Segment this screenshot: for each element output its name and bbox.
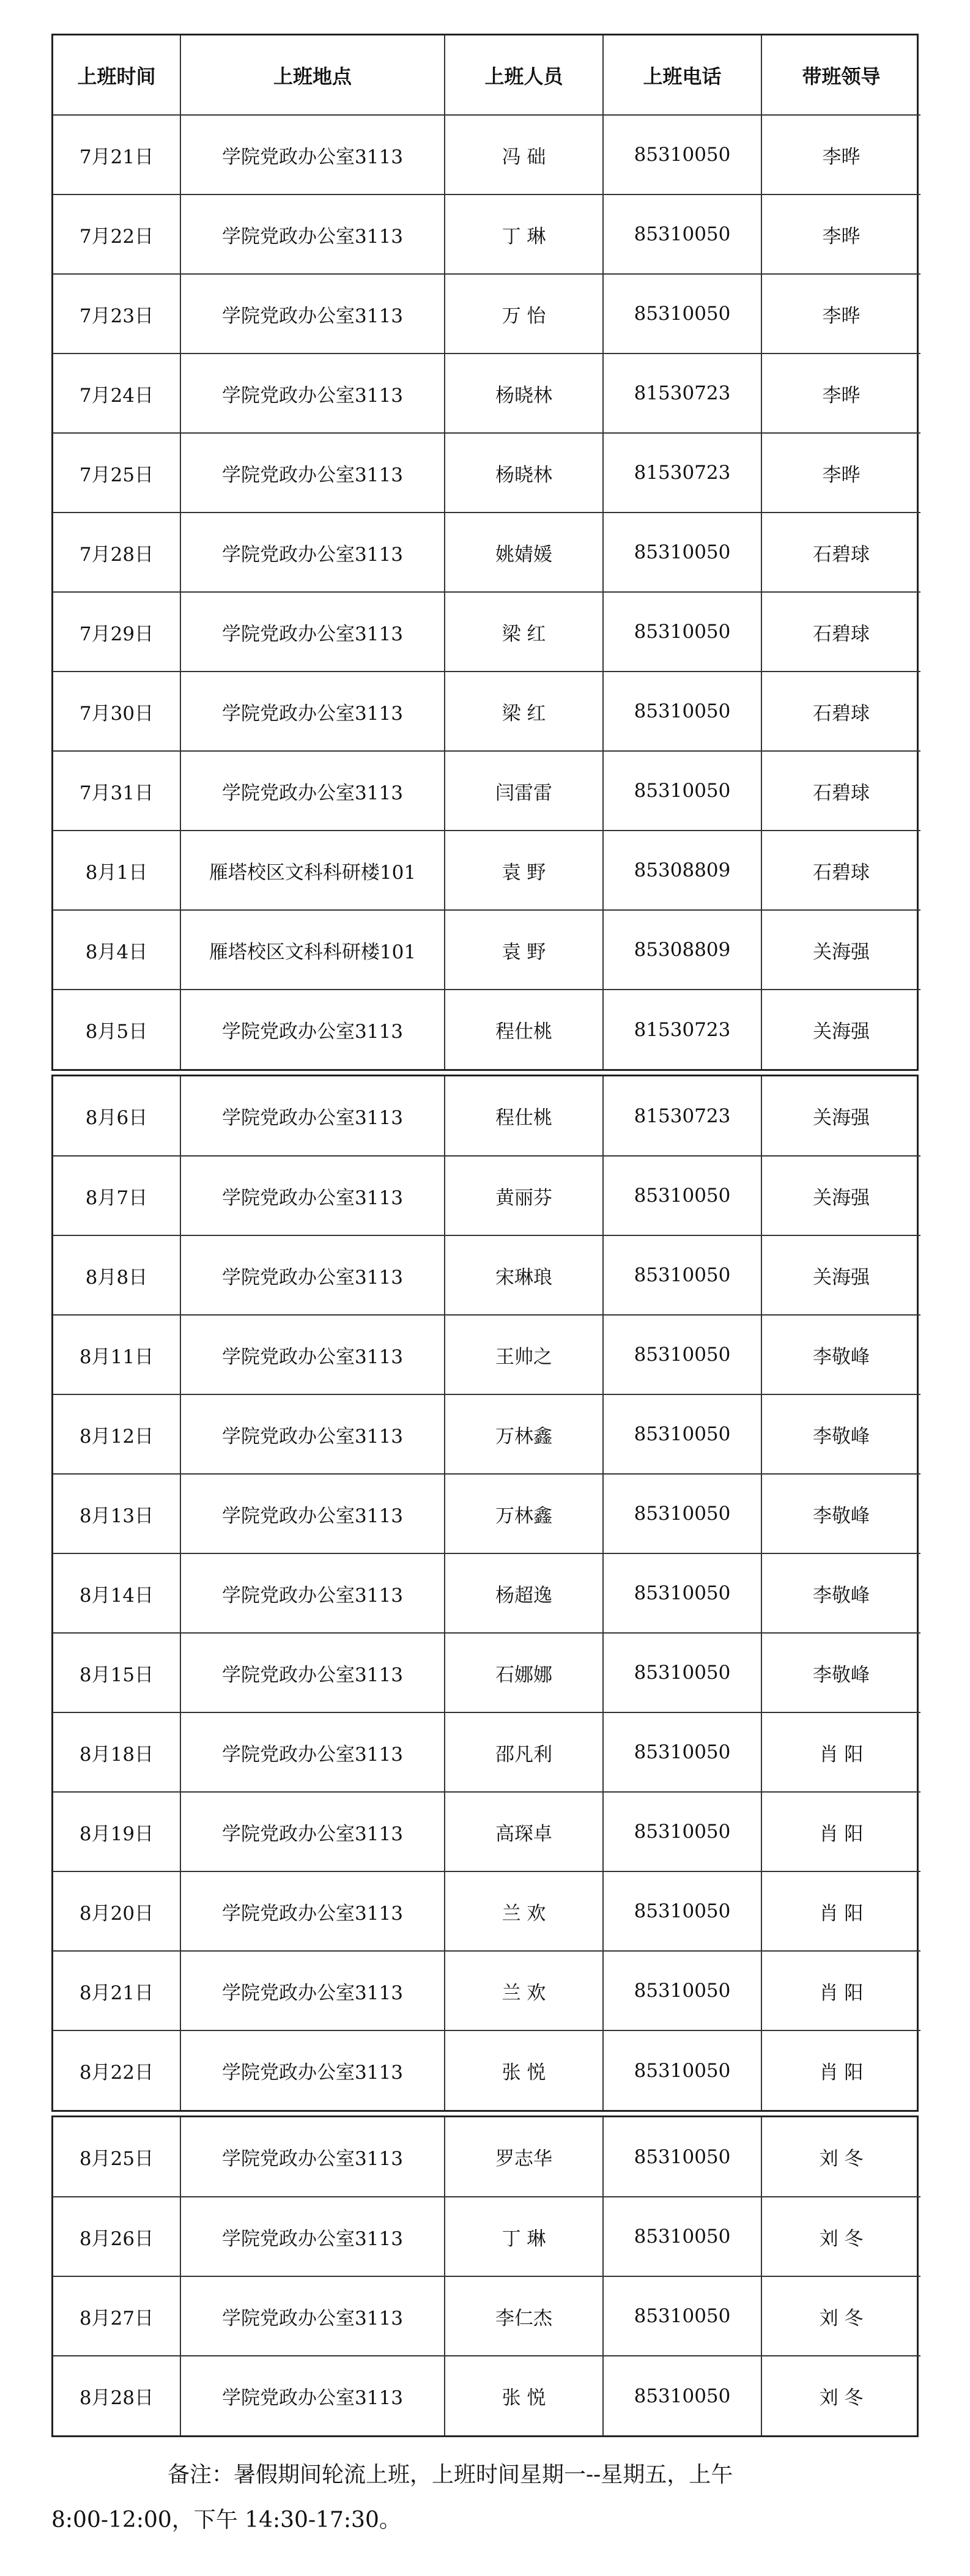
cell-date: 8月8日 <box>53 1235 180 1315</box>
cell-staff: 丁 琳 <box>445 194 603 274</box>
table-row <box>53 1792 920 1871</box>
header-leader: 带班领导 <box>761 35 920 115</box>
cell-staff: 万 怡 <box>445 274 603 353</box>
cell-staff: 闫雷雷 <box>445 751 603 831</box>
cell-location: 学院党政办公室3113 <box>180 1633 445 1712</box>
cell-date: 7月31日 <box>53 751 180 831</box>
table-row <box>53 2117 920 2197</box>
cell-phone: 85310050 <box>603 194 761 274</box>
cell-phone: 85310050 <box>603 2117 761 2197</box>
cell-leader: 肖 阳 <box>761 1712 920 1792</box>
cell-date: 8月13日 <box>53 1474 180 1553</box>
cell-staff: 姚婧媛 <box>445 513 603 592</box>
table-row <box>53 1633 920 1712</box>
cell-phone: 85310050 <box>603 1792 761 1871</box>
cell-staff: 高琛卓 <box>445 1792 603 1871</box>
cell-leader: 李晔 <box>761 353 920 433</box>
cell-date: 7月30日 <box>53 672 180 751</box>
table-row <box>53 1712 920 1792</box>
cell-staff: 丁 琳 <box>445 2197 603 2276</box>
cell-location: 学院党政办公室3113 <box>180 1235 445 1315</box>
cell-date: 7月24日 <box>53 353 180 433</box>
cell-phone: 85310050 <box>603 1871 761 1951</box>
table-row <box>53 672 920 751</box>
cell-phone: 85310050 <box>603 2197 761 2276</box>
cell-staff: 张 悦 <box>445 2030 603 2110</box>
cell-phone: 85310050 <box>603 2356 761 2435</box>
cell-staff: 万林鑫 <box>445 1394 603 1474</box>
cell-date: 7月22日 <box>53 194 180 274</box>
duty-schedule-table <box>51 34 919 2437</box>
cell-date: 8月4日 <box>53 910 180 990</box>
cell-phone: 85310050 <box>603 1712 761 1792</box>
cell-location: 学院党政办公室3113 <box>180 194 445 274</box>
cell-leader: 关海强 <box>761 1156 920 1235</box>
cell-date: 8月20日 <box>53 1871 180 1951</box>
cell-leader: 李敬峰 <box>761 1315 920 1394</box>
cell-date: 8月27日 <box>53 2276 180 2356</box>
cell-date: 8月28日 <box>53 2356 180 2435</box>
cell-staff: 冯 础 <box>445 115 603 194</box>
table-row <box>53 1951 920 2030</box>
note-line-1: 备注：暑假期间轮流上班，上班时间星期一--星期五，上午 <box>168 2462 733 2487</box>
table-row <box>53 2030 920 2110</box>
cell-phone: 85310050 <box>603 1156 761 1235</box>
table-row <box>53 1315 920 1394</box>
cell-phone: 85310050 <box>603 1235 761 1315</box>
cell-location: 学院党政办公室3113 <box>180 1792 445 1871</box>
cell-location: 学院党政办公室3113 <box>180 1712 445 1792</box>
table-row <box>53 2276 920 2356</box>
cell-leader: 李晔 <box>761 274 920 353</box>
table-block <box>51 2115 919 2437</box>
cell-date: 8月21日 <box>53 1951 180 2030</box>
cell-location: 学院党政办公室3113 <box>180 2197 445 2276</box>
cell-leader: 李敬峰 <box>761 1394 920 1474</box>
cell-date: 8月6日 <box>53 1076 180 1156</box>
cell-date: 8月18日 <box>53 1712 180 1792</box>
cell-staff: 袁 野 <box>445 831 603 910</box>
cell-phone: 85310050 <box>603 1474 761 1553</box>
cell-phone: 85310050 <box>603 513 761 592</box>
cell-phone: 85308809 <box>603 831 761 910</box>
cell-leader: 关海强 <box>761 1235 920 1315</box>
cell-location: 学院党政办公室3113 <box>180 990 445 1069</box>
note-line-2: 8:00-12:00，下午 14:30-17:30。 <box>51 2508 401 2533</box>
cell-location: 学院党政办公室3113 <box>180 1474 445 1553</box>
cell-leader: 刘 冬 <box>761 2197 920 2276</box>
cell-staff: 宋琳琅 <box>445 1235 603 1315</box>
cell-date: 8月5日 <box>53 990 180 1069</box>
cell-staff: 黄丽芬 <box>445 1156 603 1235</box>
cell-date: 7月21日 <box>53 115 180 194</box>
cell-location: 学院党政办公室3113 <box>180 274 445 353</box>
cell-location: 学院党政办公室3113 <box>180 592 445 672</box>
table-row <box>53 831 920 910</box>
cell-staff: 兰 欢 <box>445 1871 603 1951</box>
cell-leader: 李晔 <box>761 115 920 194</box>
cell-date: 7月23日 <box>53 274 180 353</box>
table-block <box>51 34 919 1071</box>
cell-phone: 85310050 <box>603 274 761 353</box>
cell-date: 8月12日 <box>53 1394 180 1474</box>
cell-date: 8月25日 <box>53 2117 180 2197</box>
cell-date: 8月11日 <box>53 1315 180 1394</box>
table-row <box>53 274 920 353</box>
cell-location: 学院党政办公室3113 <box>180 2276 445 2356</box>
cell-date: 8月22日 <box>53 2030 180 2110</box>
cell-location: 学院党政办公室3113 <box>180 1951 445 2030</box>
cell-date: 8月7日 <box>53 1156 180 1235</box>
cell-staff: 梁 红 <box>445 592 603 672</box>
cell-phone: 85310050 <box>603 115 761 194</box>
cell-staff: 张 悦 <box>445 2356 603 2435</box>
cell-phone: 81530723 <box>603 353 761 433</box>
cell-phone: 85310050 <box>603 1394 761 1474</box>
cell-location: 学院党政办公室3113 <box>180 751 445 831</box>
table-row <box>53 433 920 513</box>
table-row <box>53 2197 920 2276</box>
table-row <box>53 1235 920 1315</box>
cell-date: 8月1日 <box>53 831 180 910</box>
cell-staff: 杨超逸 <box>445 1553 603 1633</box>
cell-location: 学院党政办公室3113 <box>180 1156 445 1235</box>
table-row <box>53 115 920 194</box>
cell-location: 学院党政办公室3113 <box>180 115 445 194</box>
cell-staff: 李仁杰 <box>445 2276 603 2356</box>
cell-staff: 程仕桃 <box>445 1076 603 1156</box>
cell-leader: 刘 冬 <box>761 2276 920 2356</box>
table-row <box>53 751 920 831</box>
header-staff: 上班人员 <box>445 35 603 115</box>
table-row <box>53 513 920 592</box>
cell-leader: 石碧球 <box>761 513 920 592</box>
cell-leader: 李敬峰 <box>761 1633 920 1712</box>
cell-leader: 刘 冬 <box>761 2356 920 2435</box>
cell-staff: 邵凡利 <box>445 1712 603 1792</box>
cell-location: 学院党政办公室3113 <box>180 2117 445 2197</box>
table-row <box>53 2356 920 2435</box>
cell-phone: 81530723 <box>603 433 761 513</box>
cell-phone: 85310050 <box>603 2030 761 2110</box>
cell-phone: 81530723 <box>603 990 761 1069</box>
cell-location: 学院党政办公室3113 <box>180 672 445 751</box>
cell-leader: 李敬峰 <box>761 1474 920 1553</box>
cell-location: 学院党政办公室3113 <box>180 1871 445 1951</box>
cell-location: 雁塔校区文科科研楼101 <box>180 831 445 910</box>
cell-leader: 关海强 <box>761 1076 920 1156</box>
table-row <box>53 1871 920 1951</box>
table-row <box>53 1394 920 1474</box>
cell-date: 8月14日 <box>53 1553 180 1633</box>
table-row <box>53 592 920 672</box>
table-row <box>53 1553 920 1633</box>
cell-staff: 程仕桃 <box>445 990 603 1069</box>
cell-date: 8月26日 <box>53 2197 180 2276</box>
cell-leader: 石碧球 <box>761 751 920 831</box>
cell-staff: 兰 欢 <box>445 1951 603 2030</box>
cell-leader: 肖 阳 <box>761 1951 920 2030</box>
cell-location: 学院党政办公室3113 <box>180 1553 445 1633</box>
header-location: 上班地点 <box>180 35 445 115</box>
schedule-note <box>51 2452 919 2543</box>
cell-leader: 关海强 <box>761 910 920 990</box>
cell-leader: 李敬峰 <box>761 1553 920 1633</box>
table-header-row <box>53 35 920 115</box>
header-date: 上班时间 <box>53 35 180 115</box>
cell-location: 学院党政办公室3113 <box>180 2030 445 2110</box>
table-row <box>53 1076 920 1156</box>
cell-location: 雁塔校区文科科研楼101 <box>180 910 445 990</box>
cell-phone: 85310050 <box>603 672 761 751</box>
table-block <box>51 1075 919 2112</box>
cell-date: 8月19日 <box>53 1792 180 1871</box>
cell-staff: 万林鑫 <box>445 1474 603 1553</box>
cell-location: 学院党政办公室3113 <box>180 2356 445 2435</box>
cell-phone: 85310050 <box>603 2276 761 2356</box>
cell-leader: 肖 阳 <box>761 1871 920 1951</box>
table-row <box>53 194 920 274</box>
cell-leader: 关海强 <box>761 990 920 1069</box>
cell-location: 学院党政办公室3113 <box>180 1315 445 1394</box>
cell-leader: 肖 阳 <box>761 2030 920 2110</box>
cell-leader: 石碧球 <box>761 592 920 672</box>
cell-phone: 85310050 <box>603 751 761 831</box>
cell-leader: 刘 冬 <box>761 2117 920 2197</box>
cell-staff: 梁 红 <box>445 672 603 751</box>
cell-leader: 石碧球 <box>761 831 920 910</box>
cell-date: 7月29日 <box>53 592 180 672</box>
cell-staff: 杨晓林 <box>445 353 603 433</box>
header-phone: 上班电话 <box>603 35 761 115</box>
cell-phone: 81530723 <box>603 1076 761 1156</box>
cell-leader: 石碧球 <box>761 672 920 751</box>
cell-staff: 袁 野 <box>445 910 603 990</box>
cell-phone: 85310050 <box>603 1553 761 1633</box>
table-row <box>53 990 920 1069</box>
cell-location: 学院党政办公室3113 <box>180 1394 445 1474</box>
cell-location: 学院党政办公室3113 <box>180 1076 445 1156</box>
cell-location: 学院党政办公室3113 <box>180 513 445 592</box>
cell-staff: 杨晓林 <box>445 433 603 513</box>
cell-staff: 罗志华 <box>445 2117 603 2197</box>
cell-leader: 李晔 <box>761 433 920 513</box>
table-row <box>53 1156 920 1235</box>
table-row <box>53 1474 920 1553</box>
cell-staff: 王帅之 <box>445 1315 603 1394</box>
cell-phone: 85310050 <box>603 1633 761 1712</box>
cell-phone: 85308809 <box>603 910 761 990</box>
cell-phone: 85310050 <box>603 1315 761 1394</box>
cell-location: 学院党政办公室3113 <box>180 433 445 513</box>
cell-leader: 李晔 <box>761 194 920 274</box>
cell-leader: 肖 阳 <box>761 1792 920 1871</box>
cell-phone: 85310050 <box>603 1951 761 2030</box>
cell-staff: 石娜娜 <box>445 1633 603 1712</box>
table-row <box>53 910 920 990</box>
cell-location: 学院党政办公室3113 <box>180 353 445 433</box>
table-row <box>53 353 920 433</box>
cell-phone: 85310050 <box>603 592 761 672</box>
cell-date: 8月15日 <box>53 1633 180 1712</box>
cell-date: 7月25日 <box>53 433 180 513</box>
cell-date: 7月28日 <box>53 513 180 592</box>
